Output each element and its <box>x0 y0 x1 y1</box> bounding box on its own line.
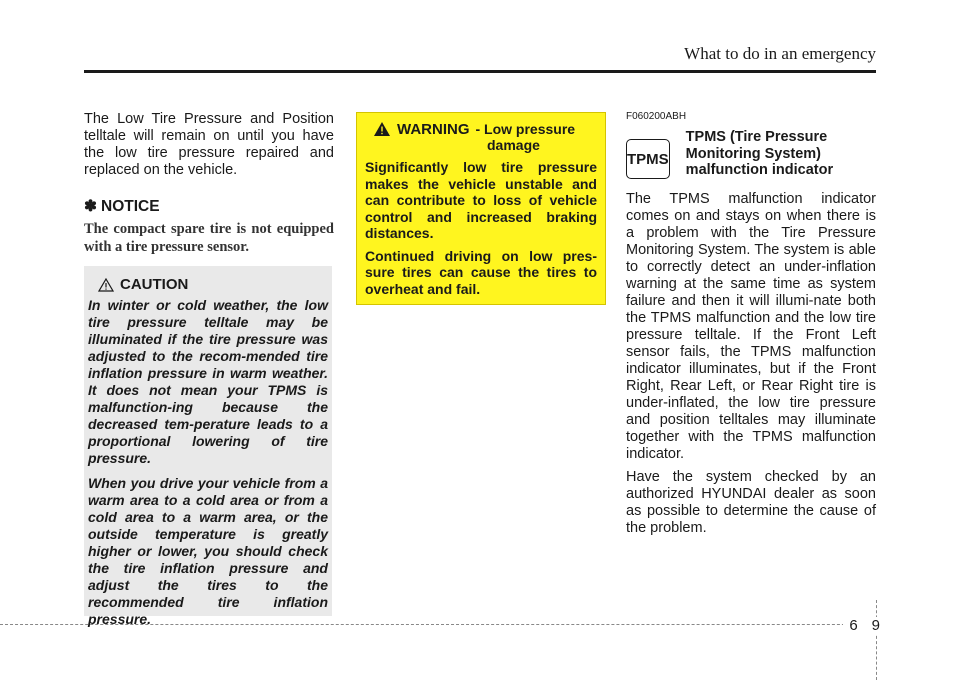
tpms-heading: TPMS (Tire Pressure Monitoring System) malfunction indicator <box>685 129 834 178</box>
footer-rule <box>0 624 880 625</box>
caution-paragraph-1: In winter or cold weather, the low tire pressure telltale may be illuminated if the tire pressure was adjusted to the recom-mended tire inflation pressure in warm weather. It does not mean your TPMS is malfunction-ing because the decreased tem-perature leads to a proportional lowering of tire pressure. <box>88 297 328 466</box>
notice-star-icon: ✽ <box>84 198 97 215</box>
footer-vertical-rule <box>876 600 877 680</box>
notice-text: The compact spare tire is not equipped with a tire pressure sensor. <box>84 221 334 255</box>
warning-heading <box>373 121 597 138</box>
notice-label: NOTICE <box>101 197 160 215</box>
caution-heading <box>98 276 328 293</box>
tpms-heading-row <box>626 129 876 179</box>
section-title: What to do in an emergency <box>684 44 876 63</box>
warning-subtitle: - Low pressure <box>475 121 576 137</box>
warning-triangle-icon <box>373 121 391 137</box>
section-code: F060200ABH <box>626 111 687 122</box>
tpms-indicator-icon: TPMS <box>626 139 670 179</box>
warning-box <box>356 112 606 305</box>
header-rule <box>84 70 876 73</box>
warning-label: WARNING <box>397 121 470 138</box>
warning-paragraph-1: Significantly low tire pressure makes the vehicle unstable and can contribute to loss of vehicle control and increased braking distances. <box>365 159 597 241</box>
tpms-paragraph-2: Have the system checked by an authorized HYUNDAI dealer as soon as possible to determine the cause of the problem. <box>626 469 876 536</box>
warning-triangle-icon <box>98 278 114 292</box>
right-column <box>626 111 876 537</box>
page-number <box>843 617 880 634</box>
left-column <box>84 111 334 256</box>
chapter-number: 6 <box>849 617 858 634</box>
tpms-paragraph-1: The TPMS malfunction indicator comes on and stays on when there is a problem with the Tire Pressure Monitoring System. The system is able to correctly detect an under-inflation warning at the same time as system failure and then it will illumi-nate both the TPMS malfunction and the low tire pressure telltale. If the Front Left sensor fails, the TPMS malfunction indicator illuminates, but if the Front Right, Rear Left, or Rear Right tire is under-inflated, the low tire pressure and position telltales may illuminate together with the TPMS malfunction indicator. <box>626 191 876 462</box>
caution-paragraph-2: When you drive your vehicle from a warm area to a cold area or from a cold area to a warm area, or the outside temperature is greatly higher or lower, you should check the tire inflation pressure and adjust the tires to the recommended tire inflation pressure. <box>88 475 328 627</box>
warning-subtitle-cont: damage <box>487 137 540 153</box>
intro-text: The Low Tire Pressure and Position telltale will remain on until you have the low tire pressure repaired and replaced on the vehicle. <box>84 111 334 178</box>
page-number-value: 9 <box>871 617 880 634</box>
caution-label: CAUTION <box>120 276 189 293</box>
notice-heading <box>84 197 334 216</box>
caution-box <box>84 266 332 627</box>
warning-paragraph-2: Continued driving on low pres-sure tires can cause the tires to overheat and fail. <box>365 247 597 297</box>
